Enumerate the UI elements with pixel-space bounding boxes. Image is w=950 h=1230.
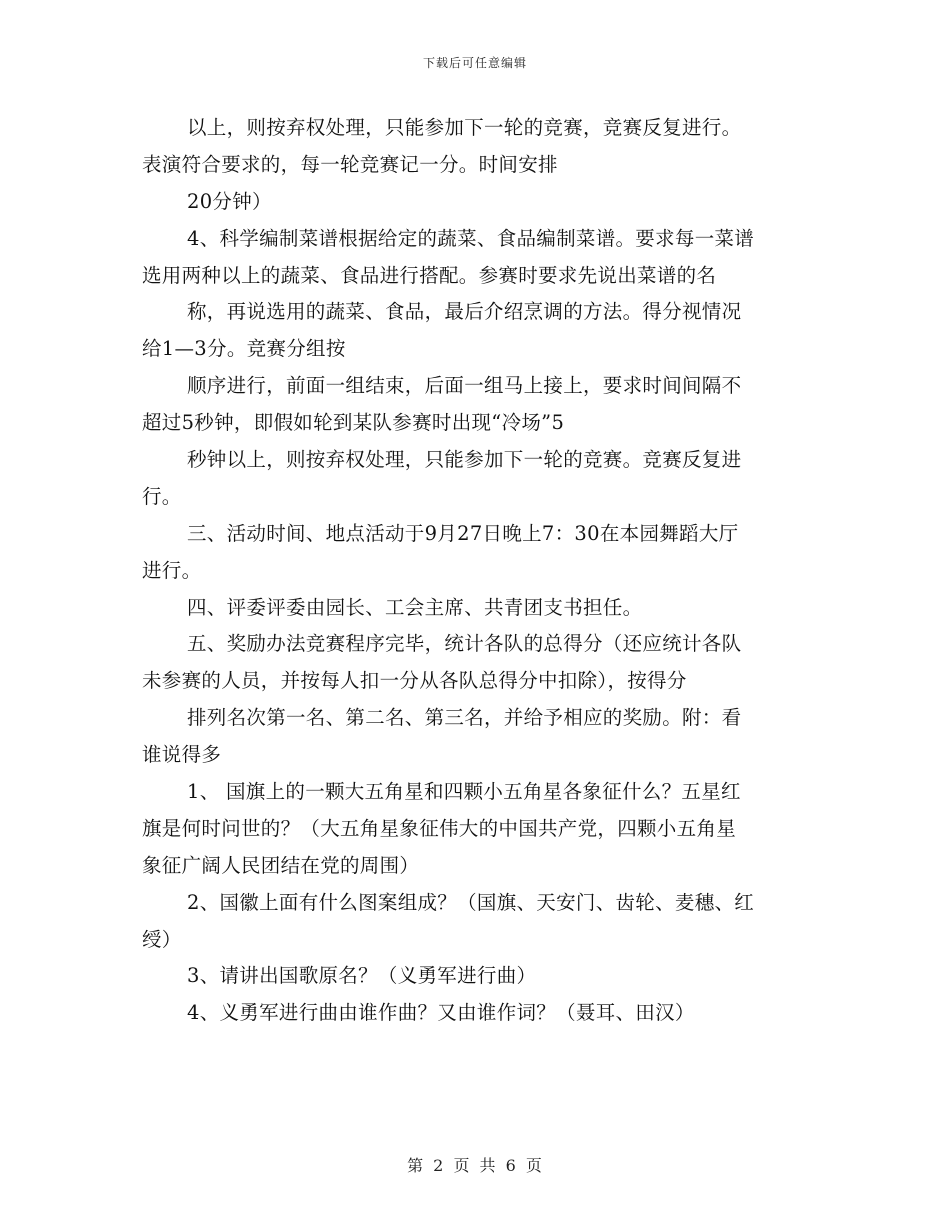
text-line: 20分钟）	[187, 189, 272, 213]
text-line: 给1—3分。竞赛分组按	[142, 337, 346, 361]
text-line: 选用两种以上的蔬菜、食品进行搭配。参赛时要求先说出菜谱的名	[142, 263, 717, 287]
text-line: 行。	[142, 484, 182, 508]
text-line: 4、义勇军进行曲由谁作曲？又由谁作词？（聂耳、田汉）	[187, 1001, 695, 1025]
page-footer: 第 2 页 共 6 页	[407, 1156, 543, 1175]
text-line: 三、活动时间、地点活动于9月27日晚上7：30在本园舞蹈大厅	[187, 521, 739, 545]
text-line: 谁说得多	[142, 743, 222, 767]
document-body	[142, 110, 817, 1032]
text-line: 顺序进行，前面一组结束，后面一组马上接上，要求时间间隔不	[187, 374, 742, 398]
text-line: 以上，则按弃权处理，只能参加下一轮的竞赛，竞赛反复进行。	[187, 116, 742, 139]
text-line: 四、评委评委由园长、工会主席、共青团支书担任。	[187, 595, 643, 619]
text-line: 五、奖励办法竞赛程序完毕，统计各队的总得分（还应统计各队	[187, 632, 742, 656]
text-line: 表演符合要求的，每一轮竞赛记一分。时间安排	[142, 152, 558, 176]
text-line: 超过5秒钟，即假如轮到某队参赛时出现“冷场”5	[142, 411, 565, 435]
text-line: 进行。	[142, 558, 202, 582]
text-line: 3、请讲出国歌原名？（义勇军进行曲）	[187, 964, 537, 988]
text-line: 未参赛的人员，并按每人扣一分从各队总得分中扣除），按得分	[142, 669, 687, 693]
text-line: 旗是何时问世的？（大五角星象征伟大的中国共产党，四颗小五角星	[142, 816, 737, 840]
text-line: 称，再说选用的蔬菜、食品，最后介绍烹调的方法。得分视情况	[187, 300, 742, 324]
page-header: 下载后可任意编辑	[422, 56, 527, 70]
text-line: 秒钟以上，则按弃权处理，只能参加下一轮的竞赛。竞赛反复进	[187, 448, 742, 472]
text-line: 象征广阔人民团结在党的周围）	[142, 853, 420, 877]
text-line: 2、国徽上面有什么图案组成？（国旗、天安门、齿轮、麦穗、红	[187, 890, 755, 914]
text-line: 绶）	[142, 927, 182, 951]
text-line: 1、 国旗上的一颗大五角星和四颗小五角星各象征什么？五星红	[187, 780, 741, 804]
text-line: 4、科学编制菜谱根据给定的蔬菜、食品编制菜谱。要求每一菜谱	[187, 226, 755, 250]
text-line: 排列名次第一名、第二名、第三名，并给予相应的奖励。附：看	[187, 706, 742, 730]
